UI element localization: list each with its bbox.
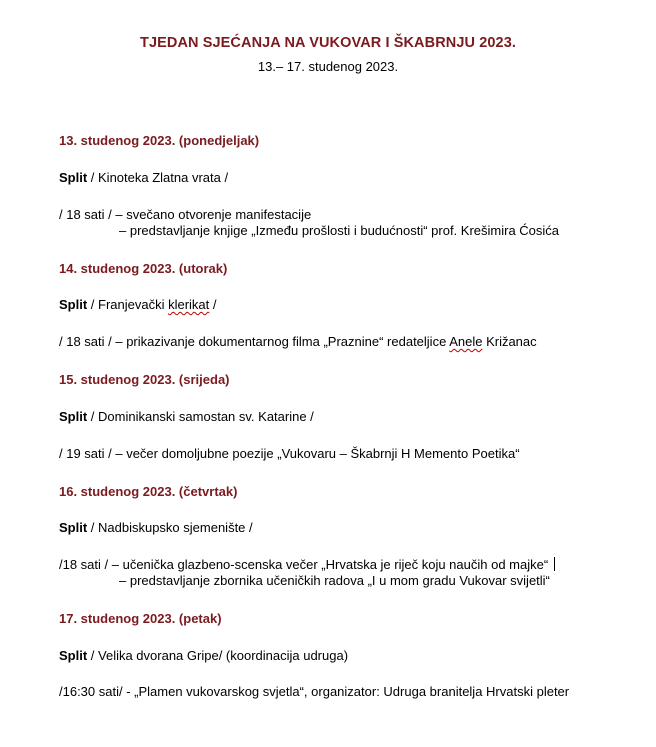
event-text: / 18 sati / – prikazivanje dokumentarnog filma „Praznine“ redateljice xyxy=(59,334,450,349)
location: / Nadbiskupsko sjemenište / xyxy=(87,520,253,535)
day-heading-5: 17. studenog 2023. (petak) xyxy=(59,611,222,626)
event-text-end: Križanac xyxy=(482,334,537,349)
city: Split xyxy=(59,297,88,312)
location-line-1 xyxy=(59,170,228,185)
location-line-3 xyxy=(59,409,314,424)
event-line-2 xyxy=(59,334,537,349)
city: Split xyxy=(59,170,88,185)
location: / Franjevački xyxy=(87,297,169,312)
misspelled-word: klerikat xyxy=(168,297,210,312)
city: Split xyxy=(59,409,88,424)
document-title: TJEDAN SJEĆANJA NA VUKOVAR I ŠKABRNJU 2023. xyxy=(139,35,516,51)
event-line-3: / 19 sati / – večer domoljubne poezije „Vukovaru – Škabrnji H Memento Poetika“ xyxy=(59,446,520,461)
day-heading-4: 16. studenog 2023. (četvrtak) xyxy=(59,484,238,499)
event-line-4 xyxy=(59,557,555,572)
event-line-5: /16:30 sati/ - „Plamen vukovarskog svjetla“, organizator: Udruga branitelja Hrvatski pleter xyxy=(59,684,570,699)
day-heading-1: 13. studenog 2023. (ponedjeljak) xyxy=(59,133,260,148)
location-line-4 xyxy=(59,520,253,535)
event-text: /18 sati / – učenička glazbeno-scenska večer „Hrvatska je riječ koju naučih od majke“ xyxy=(59,557,549,572)
event-line-1-cont: – predstavljanje knjige „Između prošlosti i budućnosti“ prof. Krešimira Ćosića xyxy=(119,223,560,238)
location-line-5 xyxy=(59,648,348,663)
location-line-2 xyxy=(59,297,217,312)
event-line-1: / 18 sati / – svečano otvorenje manifestacije xyxy=(59,207,312,222)
location: / Velika dvorana Gripe/ (koordinacija udruga) xyxy=(87,648,349,663)
day-heading-2: 14. studenog 2023. (utorak) xyxy=(59,261,228,276)
location-end: / xyxy=(209,297,217,312)
misspelled-word: Anele xyxy=(449,334,483,349)
text-cursor xyxy=(554,557,555,571)
city: Split xyxy=(59,520,88,535)
day-heading-3: 15. studenog 2023. (srijeda) xyxy=(59,372,230,387)
location: / Kinoteka Zlatna vrata / xyxy=(87,170,229,185)
event-line-4-cont: – predstavljanje zbornika učeničkih radova „I u mom gradu Vukovar svijetli“ xyxy=(119,573,550,588)
document-dates: 13.– 17. studenog 2023. xyxy=(257,59,399,74)
city: Split xyxy=(59,648,88,663)
location: / Dominikanski samostan sv. Katarine / xyxy=(87,409,314,424)
